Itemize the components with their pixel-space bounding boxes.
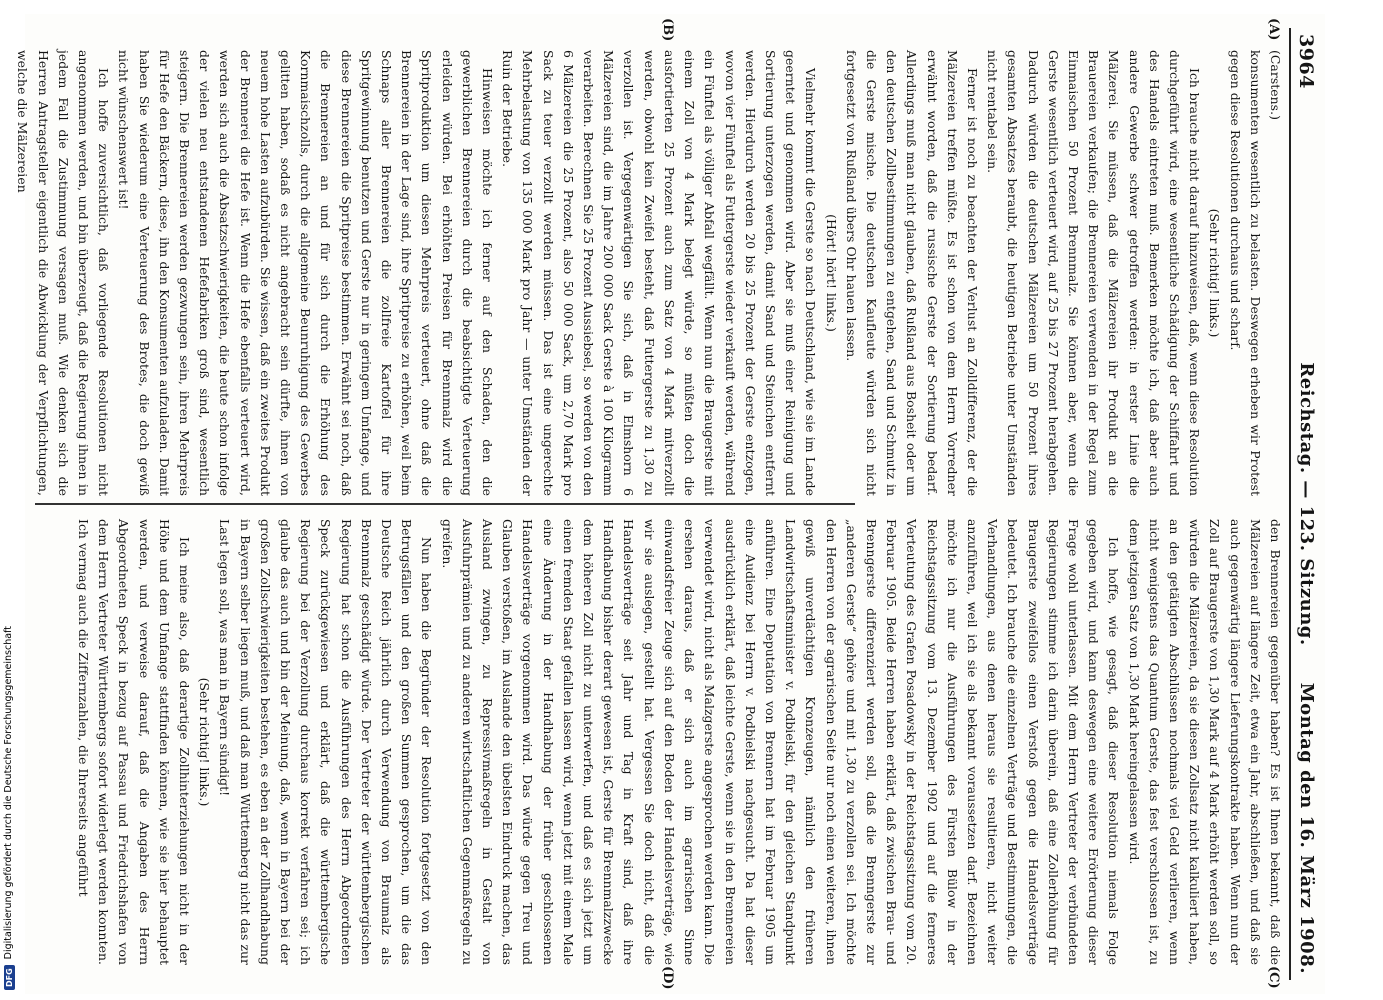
scanned-page bbox=[15, 14, 1325, 994]
paragraph: Nun haben die Begründer der Resolution fortgesetzt von den Betrugsfällen und den großen Summen gesprochen, um die das Deutsche Reich jährlich durch Verwendung von Braumalz als Brennmalz geschädigt würde. Der Vertreter der württembergischen Regierung hat schon die Ausführungen des Herrn Abgeordneten Speck zurückgewiesen und erklärt, daß die württembergische Regierung bei der Verzollung durchaus korrekt verfahren sei; ich glaube das auch und bin der Meinung, daß, wenn in Bayern bei der großen Zollschwierigkeiten bestehen, es eben an der Zollhandhabung in Bayern selber liegen muß, und daß man Württemberg nicht das zur Last legen soll, was man in Bayern sündigt! bbox=[217, 519, 435, 965]
paragraph: Ferner ist noch zu beachten der Verlust an Zolldifferenz, der die Mälzereien treffen müßte. Es ist schon von dem Herrn Vorredner erwähnt worden, daß die russische Gerste der Sortierung bedarf. Allerdings muß man nicht glauben, daß Rußland aus Bosheit oder um den deutschen Zollbestimmungen zu entgehen, Sand und Schmutz in die Gerste mische. Die deutschen Kaufleute würden sich nicht fortgesetzt von Rußland übers Ohr hauen lassen. bbox=[843, 50, 980, 496]
margin-mark-d: (D) bbox=[660, 966, 675, 990]
margin-mark-c: (C) bbox=[1266, 966, 1281, 989]
paragraph: Ich meine also, daß derartige Zollhinterziehungen nicht in der Höhe und dem Umfange stattfinden können, wie sie hier behauptet werden, und verweise darauf, daß die Angaben des Herrn Abgeordneten Speck in bezug auf Passau und Friedrichshafen von dem Herrn Vertreter Württembergs sofort widerlegt werden konnten. Ich vermag auch die Ziffernzahlen, die Ihrerseits angeführt bbox=[76, 519, 193, 965]
header-rule bbox=[1290, 28, 1292, 980]
digitization-footer bbox=[2, 0, 16, 1000]
paragraph: Ich hoffe, wie gesagt, daß dieser Resolution niemals Folge gegeben wird, und kann deswegen eine weitere Erörterung dieser Frage wohl unterlassen. Mit dem Herrn Vertreter der verbündeten Regierungen stimme ich darin überein, daß eine Zollerhöhung für Braugerste zweifellos einen Verstoß gegen die Handelsverträge bedeutet. Ich brauche die einzelnen Verträge und Bestimmungen, die Verhandlungen, aus denen heraus sie resultieren, nicht weiter anzuführen, weil ich sie als bekannt voraussetzen darf. Bezeichnen möchte ich nur die Ausführungen des Fürsten Bülow in der Reichstagssitzung vom 13. Dezember 1902 und auf die ferneres Verteutung des Grafen Posadowsky in der Reichstagssitzung vom 20. Februar 1905. Beide Herren haben erklärt, daß zwischen Brau- und Brenngerste differenziert werden soll, daß die Brenngerste zur „anderen Gerste“ gehöre und mit 1,30 zu verzollen sei. Ich möchte den Herren von der agrarischen Seite nur noch einen weiteren, ihnen gewiß unverdächtigen Kronzeugen, nämlich den früheren Landwirtschaftsminister v. Podbielski, für den gleichen Standpunkt anführen. Eine Deputation von Brennern hat im Februar 1905 um eine Audienz bei Herrn v. Podbielski nachgesucht. Da hat dieser ausdrücklich erklärt, daß leichte Gerste, wenn sie in den Brennereien verwendet wird, nicht als Malzgerste angesprochen werden kann. Die ersehen daraus, daß er sich auch im agrarischen Sinne einwandsfreier Zeuge sich auf den Boden der Handelsverträge, wie wir sie auslegen, gestellt hat. Vergessen Sie doch nicht, daß die Handelsverträge seit Jahr und Tag in Kraft sind, daß ihre Handhabung bisher derart gewesen ist, Gerste für Brennmalzzwecke dem höheren Zoll nicht zu unterwerfen, und daß es sich jetzt um einen fremden Staat gefallen lassen wird, wenn jetzt mit einem Male eine Änderung in der Handhabung der früher geschlossenen Handelsverträge vorgenommen wird. Das würde gegen Treu und Glauben verstoßen, im Auslande den übelsten Eindruck machen, das Ausland zwingen, zu Repressivmaßregeln in Gestalt von Ausfuhrprämien und zu anderen wirtschaftlichen Gegenmaßregeln zu greifen. bbox=[439, 519, 1122, 965]
interjection: (Sehr richtig! links.) bbox=[1207, 208, 1223, 338]
paragraph: den Brennereien gegenüber haben? Es ist Ihnen bekannt, daß die Mälzereien auf längere Zeit, etwa ein Jahr, abschließen, und daß sie auch gegenwärtig längere Lieferungskontrakte haben. Wenn nun der Zoll auf Braugerste von 1,30 Mark auf 4 Mark erhöht werden soll, so würden die Mälzereien, da sie diesen Zollsatz nicht kalkuliert haben, an den getätigten Abschlüssen nochmals viel Geld verlieren, wenn nicht wenigstens das Quantum Gerste, das fest verschlossen ist, zu dem jetzigen Satz von 1,30 Mark hereingelassen wird. bbox=[1126, 519, 1283, 965]
page-header bbox=[1293, 34, 1323, 974]
page-number: 3964 bbox=[1295, 34, 1317, 89]
paragraph: Ich brauche nicht darauf hinzuweisen, daß, wenn diese Resolution durchgeführt wird, eine wesentliche Schädigung der Schiffahrt und des Handels eintreten muß. Bemerken möchte ich, daß aber auch andere Gewerbe schwer getroffen werden: in erster Linie die Mälzerei. Sie müssen, daß die Mälzereien ihr Produkt an die Brauereien verkaufen; die Brennereien verwenden in der Regel zum Einmaischen 50 Prozent Brennmalz. Sie können aber, wenn die Gerste wesentlich verteuert wird, auf 25 bis 27 Prozent herabgehen. Dadurch würden die deutschen Mälzereien um 50 Prozent ihres gesamten Absatzes beraubt, die heutigen Betriebe unter Umständen nicht rentabel sein. bbox=[985, 50, 1203, 496]
margin-mark-b: (B) bbox=[660, 18, 675, 42]
paragraph: Hinweisen möchte ich ferner auf den Schaden, den die gewerblichen Brennereien durch die beabsichtigte Verteuerung erleiden würden. Bei erhöhten Preisen für Brennmalz wird die Spritproduktion um diesen Mehrpreis verteuert, ohne daß die Brennereien in der Lage sind, ihre Spritpreise zu erhöhen, weil beim Schnaps aller Brennereien die zollfreie Kartoffel für ihre Spritgewinnung benutzen und Gerste nur in geringem Umfange, und diese Brennereien die Spritpreise bestimmen. Erwähnt sei noch, daß die Brennereien an und für sich durch die Erhöhung des Kornmaischzolls, durch die allgemeine Beunruhigung des Gewerbes gelitten haben, sodaß es nicht angebracht sein dürfte, ihnen von neuem hohe Lasten aufzubürden. Sie wissen, daß ein zweites Produkt der Brennerei die Hefe ist. Wenn die Hefe ebenfalls verteuert wird, werden sich auch die Absatzschwierigkeiten, die heute schon infolge der vielen neu entstandenen Hefefabriken groß sind, wesentlich steigern. Die Brennereien werden gezwungen sein, ihren Mehrpreis für Hefe den Bäckern, diese, ihn den Konsumenten aufzuladen. Damit haben Sie wiederum eine Verteuerung des Brotes, die doch gewiß nicht wünschenswert ist! bbox=[116, 50, 496, 496]
footer-text: Digitalisierung gefördert durch die Deutsche Forschungsgemeinschaft bbox=[3, 626, 14, 960]
right-text-column bbox=[33, 519, 1285, 965]
paragraph: Ich hoffe zuversichtlich, daß vorliegende Resolutionen nicht angenommen werden, und bin überzeugt, daß die Regierung ihnen in jedem Fall die Zustimmung versagen muß. Wie denken sich die Herren Antragsteller eigentlich die Abwicklung der Verpflichtungen, welche die Mälzereien bbox=[15, 50, 112, 496]
dfg-logo: DFG bbox=[4, 965, 15, 990]
interjection: (Sehr richtig! links.) bbox=[197, 677, 213, 807]
paragraph: Vielmehr kommt die Gerste so nach Deutschland, wie sie im Lande geerntet und genommen wird. Aber sie muß einer Reinigung und Sortierung unterzogen werden, damit Sand und Steinchen entfernt werden. Hierdurch werden 20 bis 25 Prozent der Gerste entzogen, wovon vier Fünftel als Futtergerste wieder verkauft werden, während ein Fünftel als völliger Abfall wegfällt. Wenn nun die Braugerste mit einem Zoll von 4 Mark belegt würde, so müßten doch die ausfortierten 25 Prozent auch zum Satz von 4 Mark mitverzollt werden, obwohl kein Zweifel besteht, daß Futtergerste zu 1,30 zu verzollen ist. Vergegenwärtigen Sie sich, daß in Elmshorn 6 Mälzereien sind, die im Jahre 200 000 Sack Gerste à 100 Kilogramm verarbeiten. Berechnen Sie 25 Prozent Aussiebsel, so werden von den 6 Mälzereien die 25 Prozent, also 50 000 Sack, um 2,70 Mark pro Sack zu teuer verzollt werden müssen. Das ist eine ungerechte Mehrbelastung von 135 000 Mark pro Jahr — unter Umständen der Ruin der Betriebe. bbox=[500, 50, 819, 496]
column-divider bbox=[35, 503, 855, 505]
paragraph: konsumenten wesentlich zu belasten. Deswegen erheben wir Protest gegen diese Resolutionen durchaus und scharf. bbox=[1227, 50, 1263, 496]
interjection: (Hört! hört! links.) bbox=[823, 214, 839, 332]
speaker-name: (Carstens.) bbox=[1268, 50, 1283, 120]
left-text-column bbox=[15, 50, 1285, 496]
running-title: Reichstag. — 123. Sitzung. bbox=[1296, 362, 1317, 646]
margin-mark-a: (A) bbox=[1266, 18, 1281, 41]
session-date: Montag den 16. März 1908. bbox=[1296, 682, 1317, 974]
